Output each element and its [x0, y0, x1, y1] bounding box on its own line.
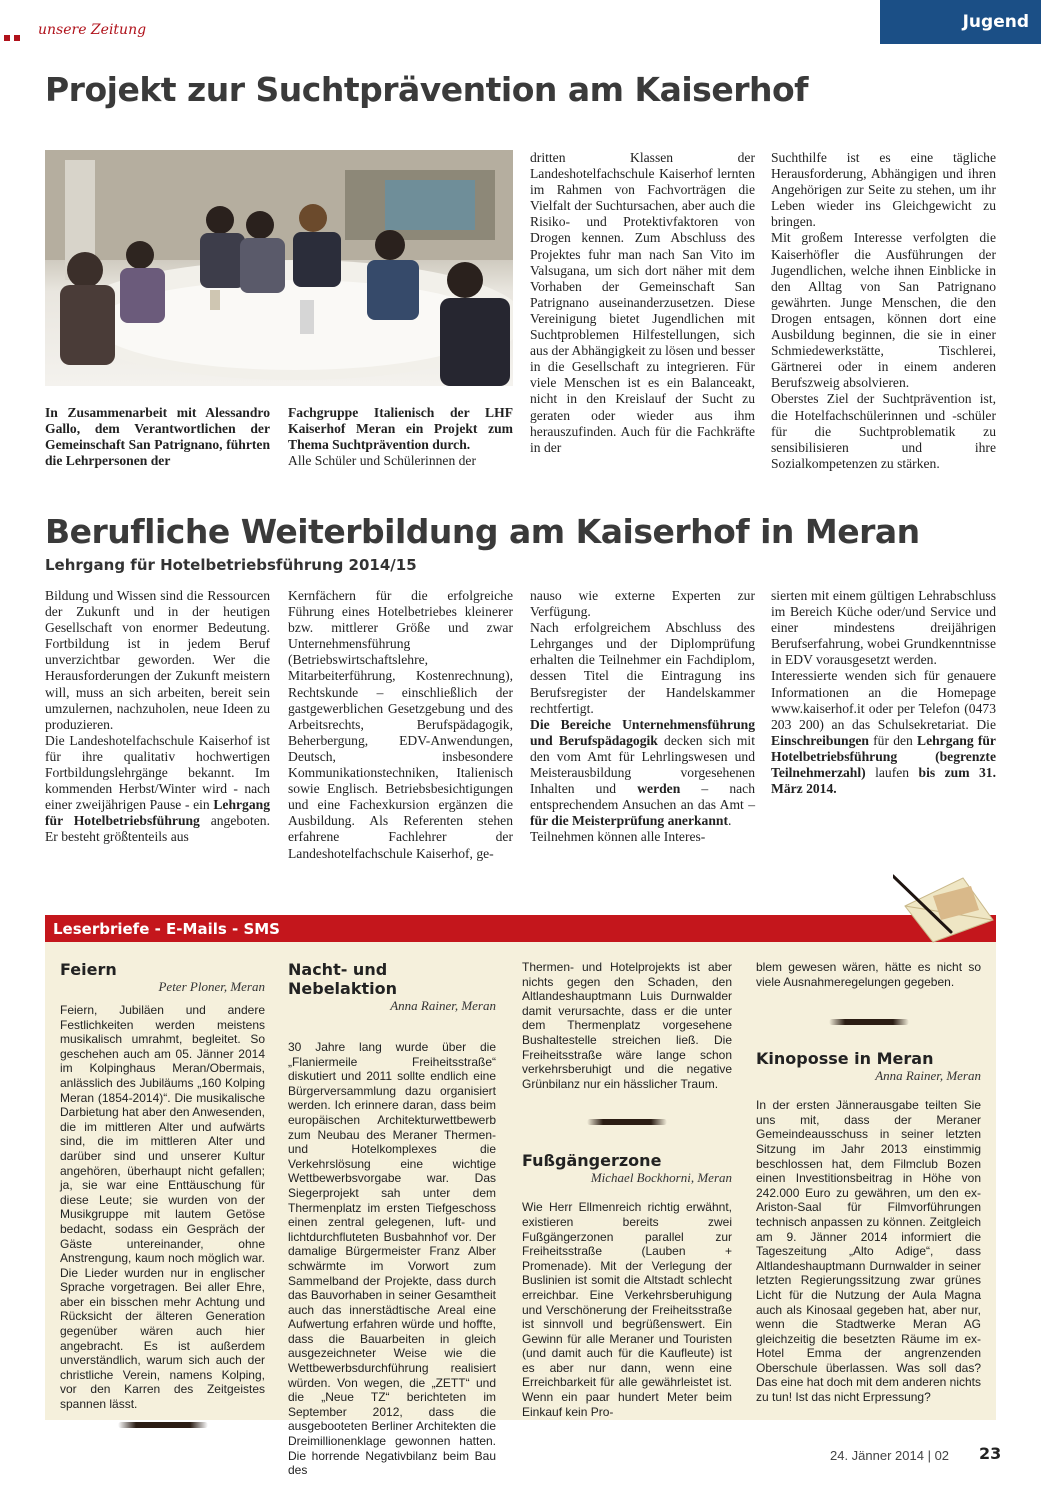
- article2-col1-p1: Bildung und Wissen sind die Ressourcen der Zukunft und in der heutigen Gesellschaft von enormer Bedeutung. Fortbildung ist in jedem Beruf unverzichtbar geworden. Wer die Herausforderungen der Zukunft meistern will, muss an sich arbeiten, bereit sein umzulernen, nachzuholen, neue Ideen zu produzieren.: [45, 588, 270, 732]
- letter2-title: Nacht- und Nebelaktion: [288, 960, 397, 998]
- letter2: [288, 960, 496, 1478]
- article1-caption-part1: In Zusammenarbeit mit Alessandro Gallo, dem Verantwortlichen der Gemeinschaft San Patrignano, führten die Lehrpersonen der: [45, 405, 270, 469]
- quill-divider-icon: [587, 1119, 667, 1125]
- letters-bar: Leserbriefe - E-Mails - SMS: [45, 915, 996, 942]
- footer-date: 24. Jänner 2014 | 02: [830, 1448, 950, 1463]
- article2-col1-p2: Die Landeshotelfachschule Kaiserhof ist für ihre qualitativ hochwertigen Fortbildungslehrgänge bekannt. Im kommenden Herbst/Winter wird - nach einer zweijährigen Pause - ein Lehrgang für Hotelbetriebsführung angeboten. Er besteht größtenteils aus: [45, 732, 270, 845]
- article2-col3-p4: Teilnehmen können alle Interes-: [530, 829, 706, 845]
- article2-col3-p3: Die Bereiche Unternehmensführung und Berufspädagogik decken sich mit den vom Amt für Lehrlingswesen und Meisterausbildung vorgesehenen Inhalten und werden – nach entsprechendem Ansuchen an das Amt – für die Meisterprüfung anerkannt.: [530, 716, 756, 829]
- letter4-text-top: blem gewesen wären, hätte es nicht so viele Ausnahmeregelungen gegeben.: [756, 960, 981, 989]
- letter4-text: In der ersten Jännerausgabe teilten Sie uns mit, dass der Meraner Gemeindeausschuss in seiner letzten Sitzung im Jahr 2013 einstimmig beschlossen hat, dem Filmclub Bozen einen Investitionsbeitrag in Höhe von 242.000 Euro zu gewähren, um den ex-Ariston-Saal für Filmvorführungen technisch anpassen zu können. Zeitgleich am 9. Jänner 2014 informiert die Tageszeitung „Alto Adige“, dass Altlandeshauptmann Durnwalder in seiner letzten Regierungssitzung zwar grünes Licht für die Nutzung der Aula Magna auch als Kinosaal gegeben hat, aber nur, wenn die Stadtwerke Meran AG gleichzeitig die besetzten Räume im ex-Hotel Emma der angrenzenden Oberschule überlassen. Was soll das? Das eine hat doch mit dem anderen nichts zu tun! Ist das nicht Erpressung?: [756, 1098, 981, 1405]
- section-tab: Jugend: [880, 0, 1041, 44]
- article1-col2-text: Alle Schüler und Schülerinnen der: [288, 453, 476, 469]
- letter3-author: Michael Bockhorni, Meran: [590, 1170, 732, 1186]
- letter1-text: Feiern, Jubiläen und andere Festlichkeiten werden meistens musikalisch umrahmt, begleitet. So geschehen auch am 05. Jänner 2014 im Kolpinghaus Meran/Obermais, anlässlich des Jubiläums „160 Kolping Meran (1854-2014)“. Die musikalische Darbietung hat aber den Anwesenden, die im mittleren Alter und aufwärts sind, die im mittleren Alter und darüber sind und unserer Kultur angehören, überhaupt nicht gefallen; ja, sie war eine Enttäuschung für diese Leute; sie wurden von der Musikgruppe mit lautem Getöse bedacht, sodass ein Gespräch der Gäste untereinander, ohne Anstrengung, kaum noch möglich war. Die Lieder wurden nur in englischer Sprache vorgetragen. Bei aller Ehre, aber ein bisschen mehr Achtung und Rücksicht der älteren Generation gegenüber wären auch hier angebracht. Es ist außerdem unverständlich, warum sich auch der christliche Verein, namens Kolping, vor den Karren des Zeitgeistes spannen lässt.: [60, 1003, 265, 1412]
- article2-col3-p2: Nach erfolgreichem Abschluss des Lehrganges und der Diplomprüfung erhalten die Teilnehmer ein Fachdiplom, dessen Titel die Eintragung ins Berufsregister der Handelskammer rechtfertigt.: [530, 620, 755, 716]
- article1-col3-text: dritten Klassen der Landeshotelfachschule Kaiserhof lernten im Rahmen von Fachvorträgen die Vielfalt der Suchtursachen, aber auch die Risiko- und Protektivfaktoren von Drogen kennen. Zum Abschluss des Projektes fuhr man nach San Vito im Valsugana, um sich dort näher mit dem Vorhaben der Gemeinschaft San Patrignano auseinanderzusetzen. Diese Vereinigung bietet Jugendlichen mit Suchtproblemen Hilfestellungen, sich aus der Abhängigkeit zu lösen und besser in die Gesellschaft zu integrieren. Für viele Menschen ist es ein Balanceakt, nicht in den Kreislauf der Sucht zu geraten oder wieder aus ihm herauszufinden. Auch für die Fachkräfte in der: [530, 150, 756, 455]
- photo-placeholder-icon: [45, 150, 513, 386]
- page-number: 23: [979, 1444, 1002, 1463]
- article2-col2: [288, 588, 513, 862]
- article1-col4-text1: Suchthilfe ist es eine tägliche Herausforderung, Abhängigen und ihren Angehörigen zur Seite zu stehen, um ihr Leben wieder ins Gleichgewicht zu bringen.: [771, 150, 996, 230]
- article1-caption-part2: Fachgruppe Italienisch der LHF Kaiserhof Meran ein Projekt zum Thema Suchtprävention durch.: [288, 405, 513, 453]
- letter1-author: Peter Ploner, Meran: [158, 979, 265, 994]
- letter4-title: Kinoposse in Meran: [756, 1049, 934, 1069]
- letter3-title: Fußgängerzone: [522, 1151, 662, 1171]
- article1-col4-text2: Mit großem Interesse verfolgten die Kaiserhöfler die Ausführungen der Jugendlichen, welche ihnen Einblicke in den Alltag von San Patrignano gewährten. Junge Menschen, die den Drogen entsagen, können dort eine Ausbildung beginnen, die sie in einer Schmiedewerkstätte, Tischlerei, Gärtnerei oder in einem anderen Berufszweig absolvieren.: [771, 230, 996, 391]
- masthead-dots: [4, 28, 24, 46]
- masthead-logo: unsere Zeitung: [38, 22, 147, 38]
- letter1-title: Feiern: [60, 960, 117, 979]
- article2-col4-p2: Interessierte wenden sich für genauere Informationen an die Homepage www.kaiserhof.it oder per Telefon (0473 203 200) an das Schulsekretariat. Die Einschreibungen für den Lehrgang für Hotelbetriebsführung (begrenzte Teilnehmerzahl) laufen bis zum 31. März 2014.: [771, 668, 996, 797]
- article1-col1: [45, 405, 270, 469]
- quill-divider-icon: [118, 1422, 208, 1428]
- article2-col2-text: Kernfächern für die erfolgreiche Führung eines Hotelbetriebes kleinerer bzw. mittlerer Größe und zwar Unternehmensführung (Betriebswirtschaftslehre, Mitarbeiterführung, Kostenrechnung), Rechtskunde – einschließlich der gastgewerblichen Gesetzgebung und des Arbeitsrechts, Berufspädagogik, Beherbergung, EDV-Anwendungen, Deutsch, insbesondere Kommunikationstechniken, Italienisch sowie Englisch. Betriebsbesichtigungen und eine Fachexkursion ergänzen die Ausbildung. Als Referenten stehen erfahrene Fachlehrer der Landeshotelfachschule Kaiserhof, ge-: [288, 588, 513, 861]
- letter4-author: Anna Rainer, Meran: [875, 1068, 981, 1084]
- article2-col4-p1: sierten mit einem gültigen Lehrabschluss im Bereich Küche oder/und Service und einer mindestens dreijährigen Berufserfahrung, wobei Grundkenntnisse in EDV vorausgesetzt werden.: [771, 588, 996, 668]
- article1-col2: [288, 405, 513, 469]
- article1-title: Projekt zur Suchtprävention am Kaiserhof: [45, 70, 808, 109]
- article1-col3: [530, 150, 755, 456]
- letter1: [60, 960, 265, 1428]
- article1-col4-text3: Oberstes Ziel der Suchtprävention ist, die Hotelfachschülerinnen und -schüler für die Suchtproblematik zu sensibilisieren und ihre Sozialkompetenzen zu stärken.: [771, 391, 996, 471]
- quill-divider-icon: [829, 1019, 909, 1025]
- letter2-text: 30 Jahre lang wurde über die „Flaniermeile Freiheitsstraße“ diskutiert und 2011 sollte endlich eine Bürgerversammlung dazu organisiert werden. Ich erinnere daran, dass beim europäischen Architekturwettbewerb zum Neubau des Meraner Thermen- und Hotelkomplexes die Verkehrslösung eine wichtige Wettbewerbsvorgabe war. Das Siegerprojekt sah unter dem Thermenplatz im ersten Tiefgeschoss einen zentral gelegenen, luft- und lichtdurchfluteten Busbahnhof vor. Der damalige Bürgermeister Franz Alber schwärmte im Vorwort zum Sammelband der Projekte, dass durch das Bauvorhaben in seiner Gesamtheit auch das innerstädtische Areal eine Aufwertung erfahren würde und hoffte, dass die Bauarbeiten in gleich ausgezeichneter Weise wie die Wettbewerbsdurchführung realisiert würden. Von wegen, die „ZETT“ und die „Neue TZ“ berichteten im September 2012, dass die ausgebooteten Berliner Architekten die Dreimillionenklage gewonnen hatten. Die horrende Negativbilanz beim Bau des: [288, 1040, 496, 1478]
- article1-photo: [45, 150, 513, 386]
- letter4: [756, 960, 981, 1405]
- article2-title: Berufliche Weiterbildung am Kaiserhof in Meran: [45, 512, 920, 551]
- article2-subtitle: Lehrgang für Hotelbetriebsführung 2014/15: [45, 556, 417, 574]
- letter2-author: Anna Rainer, Meran: [390, 998, 496, 1013]
- envelope-quill-icon: [893, 868, 998, 943]
- article2-col3-p1: nauso wie externe Experten zur Verfügung.: [530, 588, 755, 620]
- letter3: [522, 960, 732, 1419]
- article1-col4: [771, 150, 996, 472]
- letter3-text-top: Thermen- und Hotelprojekts ist aber nichts gegen den Schaden, den Altlandeshauptmann Luis Durnwalder damit verursachte, dass er die unter dem Thermenplatz vorgesehene Bushaltestelle streichen ließ. Die Freiheitsstraße wäre lange schon verkehrsberuhigt und die negative Grünbilanz nur ein hässlicher Traum.: [522, 960, 732, 1091]
- letter3-text: Wie Herr Ellmenreich richtig erwähnt, existieren bereits zwei Fußgängerzonen parallel zur Freiheitsstraße (Lauben + Promenade). Mit der Verlegung der Buslinien ist somit die Altstadt schlecht erreichbar. Eine Verkehrsberuhigung und Verschönerung der Freiheitsstraße ist sinnvoll und begrüßenswert. Ein Gewinn für alle Meraner und Touristen (und damit auch für die Kaufleute) ist es aber nur dann, wenn eine Erreichbarkeit für alle gewährleistet ist. Wenn ein paar hundert Meter beim Einkauf kein Pro-: [522, 1200, 732, 1419]
- article2-col1: [45, 588, 270, 846]
- article2-col4: [771, 588, 996, 797]
- article2-col3: [530, 588, 755, 846]
